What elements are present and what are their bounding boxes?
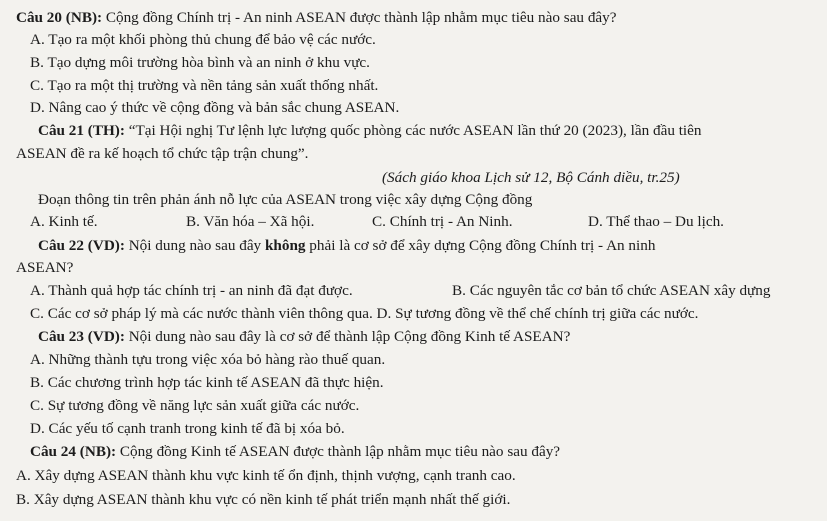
question-23-option-a: A. Những thành tựu trong việc xóa bỏ hàng rào thuế quan. <box>30 351 386 368</box>
question-22-label: Câu 22 (VD): <box>38 237 125 254</box>
question-20-option-d: D. Nâng cao ý thức về cộng đồng và bản sắc chung ASEAN. <box>30 99 400 116</box>
question-23-stem <box>38 327 570 347</box>
question-21-source: (Sách giáo khoa Lịch sử 12, Bộ Cánh diều, tr.25) <box>382 169 680 186</box>
question-20-option-b: B. Tạo dựng môi trường hòa bình và an ninh ở khu vực. <box>30 54 370 71</box>
question-23-option-c: C. Sự tương đồng về năng lực sản xuất giữa các nước. <box>30 397 360 414</box>
question-20-option-c: C. Tạo ra một thị trường và nền tảng sản xuất thống nhất. <box>30 77 379 94</box>
question-23-option-b: B. Các chương trình hợp tác kinh tế ASEAN đã thực hiện. <box>30 374 384 391</box>
question-24-stem <box>30 442 560 462</box>
question-20-label: Câu 20 (NB): <box>16 9 103 26</box>
question-21-label: Câu 21 (TH): <box>38 122 125 139</box>
question-23-label: Câu 23 (VD): <box>38 328 125 345</box>
question-21-option-d: D. Thể thao – Du lịch. <box>588 213 724 230</box>
question-22-negation: không <box>264 237 306 254</box>
question-21-stem-continued: ASEAN đề ra kế hoạch tổ chức tập trận chung”. <box>16 145 309 162</box>
question-20-stem <box>16 8 617 28</box>
question-20-text: Cộng đồng Chính trị - An ninh ASEAN được thành lập nhằm mục tiêu nào sau đây? <box>102 9 617 26</box>
question-23-text: Nội dung nào sau đây là cơ sở để thành lập Cộng đồng Kinh tế ASEAN? <box>124 328 571 345</box>
question-20-option-a: A. Tạo ra một khối phòng thủ chung để bảo vệ các nước. <box>30 31 376 48</box>
question-22-stem-continued: ASEAN? <box>16 259 74 276</box>
question-24-text: Cộng đồng Kinh tế ASEAN được thành lập nhằm mục tiêu nào sau đây? <box>116 443 561 460</box>
question-21-stem <box>38 121 701 141</box>
question-22-option-b: B. Các nguyên tắc cơ bản tổ chức ASEAN xây dựng <box>452 282 771 299</box>
question-21-question: Đoạn thông tin trên phản ánh nỗ lực của ASEAN trong việc xây dựng Cộng đồng <box>38 191 533 208</box>
question-22-text-pre: Nội dung nào sau đây <box>124 237 265 254</box>
question-21-option-c: C. Chính trị - An Ninh. <box>372 213 513 230</box>
question-22-text-post: phải là cơ sở để xây dựng Cộng đồng Chính trị - An ninh <box>305 237 656 254</box>
question-24-label: Câu 24 (NB): <box>30 443 117 460</box>
question-21-option-a: A. Kinh tế. <box>30 213 98 230</box>
question-21-text: “Tại Hội nghị Tư lệnh lực lượng quốc phòng các nước ASEAN lần thứ 20 (2023), lần đầu tiên <box>124 122 702 139</box>
question-24-option-b: B. Xây dựng ASEAN thành khu vực có nền kinh tế phát triển mạnh nhất thế giới. <box>16 491 511 508</box>
question-22-option-a: A. Thành quả hợp tác chính trị - an ninh đã đạt được. <box>30 282 353 299</box>
question-22-stem <box>38 236 655 256</box>
question-23-option-d: D. Các yếu tố cạnh tranh trong kinh tế đã bị xóa bỏ. <box>30 420 345 437</box>
question-24-option-a: A. Xây dựng ASEAN thành khu vực kinh tế ổn định, thịnh vượng, cạnh tranh cao. <box>16 467 516 484</box>
question-22-options-c-d: C. Các cơ sở pháp lý mà các nước thành viên thông qua. D. Sự tương đồng về thể chế chính trị giữa các nước. <box>30 305 699 322</box>
question-21-option-b: B. Văn hóa – Xã hội. <box>186 213 315 230</box>
